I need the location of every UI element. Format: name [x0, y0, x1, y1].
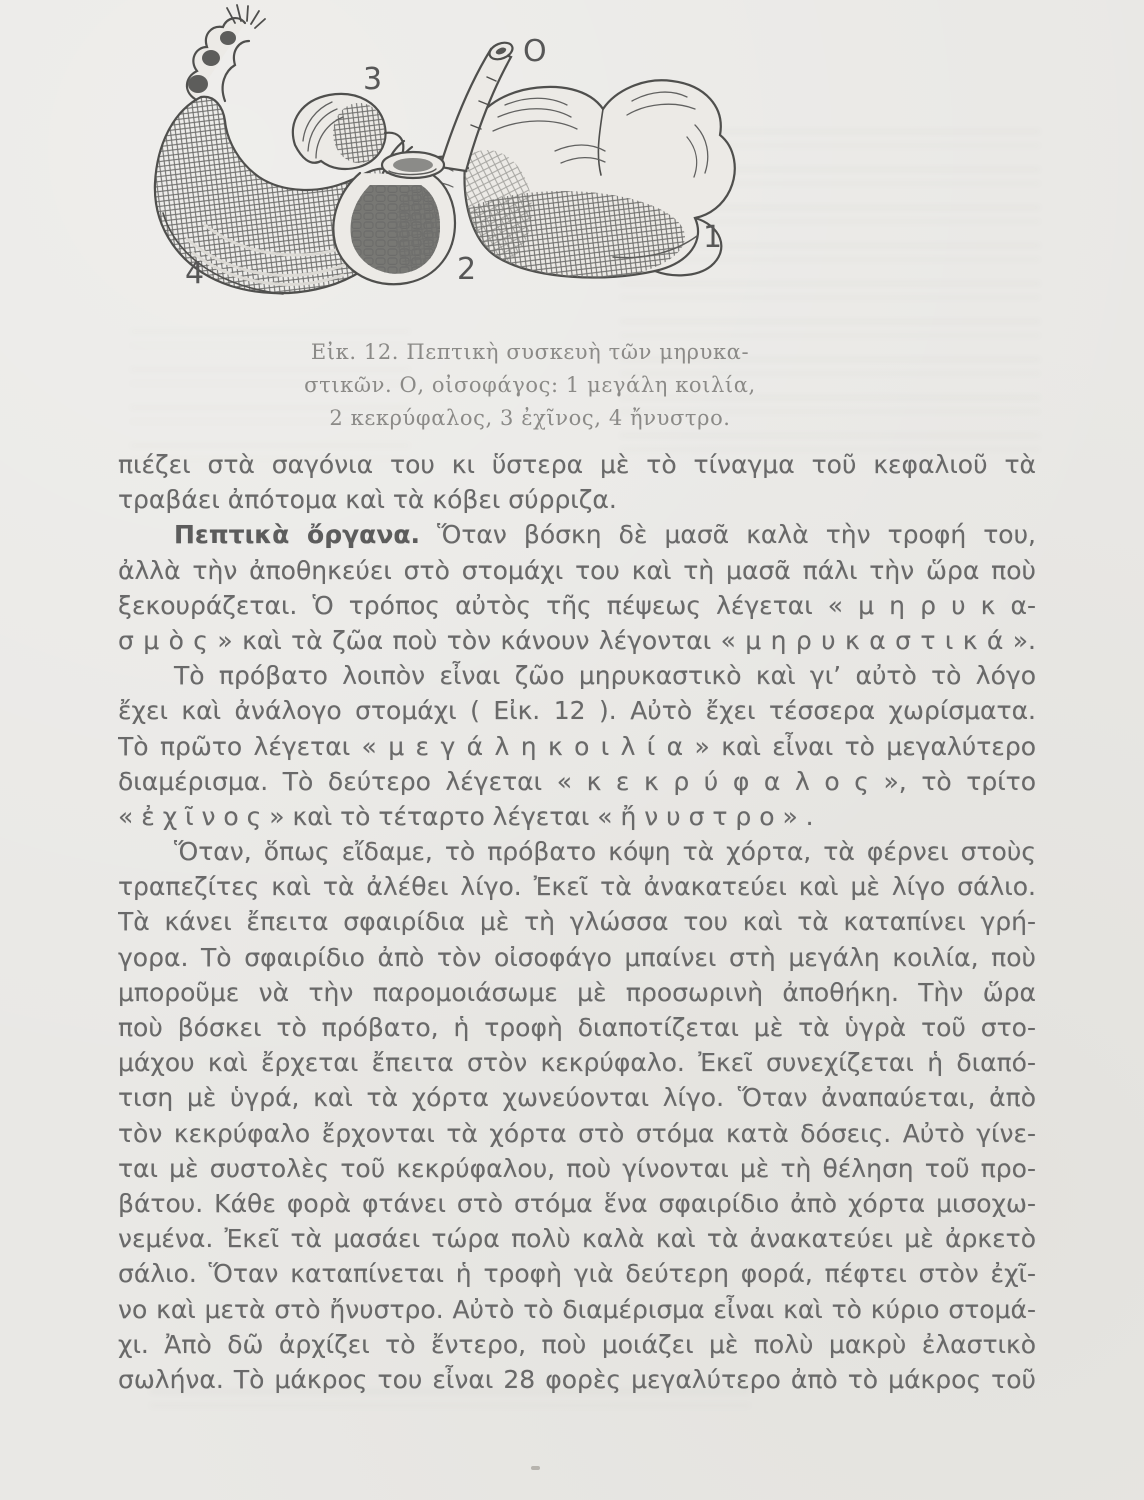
- text-line: ξεκουράζεται. Ὁ τρόπος αὐτὸς τῆς πέψεως λέγεται « μ η ρ υ κ α-: [118, 590, 1036, 620]
- figure-linework: [155, 5, 735, 294]
- text-line: ἔχει καὶ ἀνάλογο στομάχι ( Εἰκ. 12 ). Αὐτὸ ἔχει τέσσερα χωρίσματα.: [118, 696, 1036, 726]
- text-line: « ἐ χ ῖ ν ο ς » καὶ τὸ τέταρτο λέγεται « ἤ ν υ σ τ ρ ο » .: [118, 801, 814, 831]
- text-line: τιση μὲ ὑγρά, καὶ τὰ χόρτα χωνεύονται λίγο. Ὅταν ἀναπαύεται, ἀπὸ: [118, 1083, 1036, 1113]
- text-line: βάτου. Κάθε φορὰ φτάνει στὸ στόμα ἕνα σφαιρίδιο ἀπὸ χόρτα μισοχω-: [118, 1188, 1036, 1218]
- text-line: μάχου καὶ ἔρχεται ἔπειτα στὸν κεκρύφαλο. Ἐκεῖ συνεχίζεται ἡ διαπό-: [118, 1048, 1036, 1078]
- figure-label-omasum: 3: [363, 62, 383, 97]
- caption-line: Εἰκ. 12. Πεπτικὴ συσκευὴ τῶν μηρυκα-: [310, 340, 750, 364]
- text-line: διαμέρισμα. Τὸ δεύτερο λέγεται « κ ε κ ρ ύ φ α λ ο ς », τὸ τρίτο: [118, 766, 1036, 796]
- text-line: τραπεζίτες καὶ τὰ ἀλέθει λίγο. Ἐκεῖ τὰ ἀνακατεύει καὶ μὲ λίγο σάλιο.: [118, 872, 1036, 902]
- text-line: ποὺ βόσκει τὸ πρόβατο, ἡ τροφὴ διαποτίζεται μὲ τὰ ὑγρὰ τοῦ στο-: [118, 1013, 1036, 1042]
- figure-label-oesophagus: O: [523, 34, 547, 69]
- text-line: Τὸ πρόβατο λοιπὸν εἶναι ζῶο μηρυκαστικὸ καὶ γι’ αὐτὸ τὸ λόγο: [174, 661, 1036, 691]
- text-line: ται μὲ συστολὲς τοῦ κεκρύφαλου, ποὺ γίνονται μὲ τὴ θέληση τοῦ προ-: [118, 1153, 1036, 1183]
- figure-label-abomasum: 4: [185, 256, 205, 291]
- text-line: νο καὶ μετὰ στὸ ἤνυστρο. Αὐτὸ τὸ διαμέρισμα εἶναι καὶ τὸ κύριο στομά-: [118, 1294, 1036, 1324]
- text-line: μποροῦμε νὰ τὴν παρομοιάσωμε μὲ προσωρινὴ ἀποθήκη. Τὴν ὥρα: [118, 977, 1036, 1007]
- text-line: σωλήνα. Τὸ μάκρος του εἶναι 28 φορὲς μεγαλύτερο ἀπὸ τὸ μάκρος τοῦ: [118, 1364, 1036, 1394]
- text-line: πιέζει στὰ σαγόνια του κι ὕστερα μὲ τὸ τίναγμα τοῦ κεφαλιοῦ τὰ: [118, 450, 1036, 479]
- text-line: τραβάει ἀπότομα καὶ τὰ κόβει σύρριζα.: [118, 485, 617, 515]
- text-line: γορα. Τὸ σφαιρίδιο ἀπὸ τὸν οἰσοφάγο μπαίνει στὴ μεγάλη κοιλία, ποὺ: [118, 942, 1036, 972]
- ruminant-stomach-illustration: [135, 4, 755, 306]
- figure-label-reticulum: 2: [457, 252, 477, 287]
- text-line: σάλιο. Ὅταν καταπίνεται ἡ τροφὴ γιὰ δεύτερη φορά, πέφτει στὸν ἐχῖ-: [118, 1259, 1036, 1289]
- body-text: [118, 447, 1036, 1397]
- text-line: Ὅταν βόσκη δὲ μασᾶ καλὰ τὴν τροφή του,: [420, 520, 1036, 550]
- text-line: τὸν κεκρύφαλο ἔρχονται τὰ χόρτα στὸ στόμα κατὰ δόσεις. Αὐτὸ γίνε-: [118, 1118, 1036, 1148]
- text-line: Τὰ κάνει ἔπειτα σφαιρίδια μὲ τὴ γλώσσα του καὶ τὰ καταπίνει γρή-: [118, 907, 1036, 937]
- figure-label-rumen: 1: [703, 220, 723, 255]
- section-heading: Πεπτικὰ ὄργανα.: [174, 520, 421, 550]
- text-line: [118, 517, 1036, 552]
- caption-line: στικῶν. Ο, οἰσοφάγος: 1 μεγάλη κοιλία,: [304, 373, 756, 397]
- text-line: Τὸ πρῶτο λέγεται « μ ε γ ά λ η κ ο ι λ ί α » καὶ εἶναι τὸ μεγαλύτερο: [118, 731, 1036, 761]
- text-line: χι. Ἀπὸ δῶ ἀρχίζει τὸ ἔντερο, ποὺ μοιάζει μὲ πολὺ μακρὺ ἐλαστικὸ: [118, 1329, 1036, 1359]
- text-line: νεμένα. Ἐκεῖ τὰ μασάει τώρα πολὺ καλὰ καὶ τὰ ἀνακατεύει μὲ ἀρκετὸ: [118, 1224, 1036, 1254]
- caption-line: 2 κεκρύφαλος, 3 ἐχῖνος, 4 ἤνυστρο.: [329, 406, 731, 430]
- text-line: ἀλλὰ τὴν ἀποθηκεύει στὸ στομάχι του καὶ τὴ μασᾶ πάλι τὴν ὥρα ποὺ: [118, 555, 1036, 585]
- figure-caption: [165, 336, 895, 435]
- text-line: σ μ ὸ ς » καὶ τὰ ζῶα ποὺ τὸν κάνουν λέγονται « μ η ρ υ κ α σ τ ι κ ά ».: [118, 625, 1036, 655]
- page-speck: [531, 1466, 540, 1470]
- text-line: Ὅταν, ὅπως εἴδαμε, τὸ πρόβατο κόψη τὰ χόρτα, τὰ φέρνει στοὺς: [174, 837, 1036, 867]
